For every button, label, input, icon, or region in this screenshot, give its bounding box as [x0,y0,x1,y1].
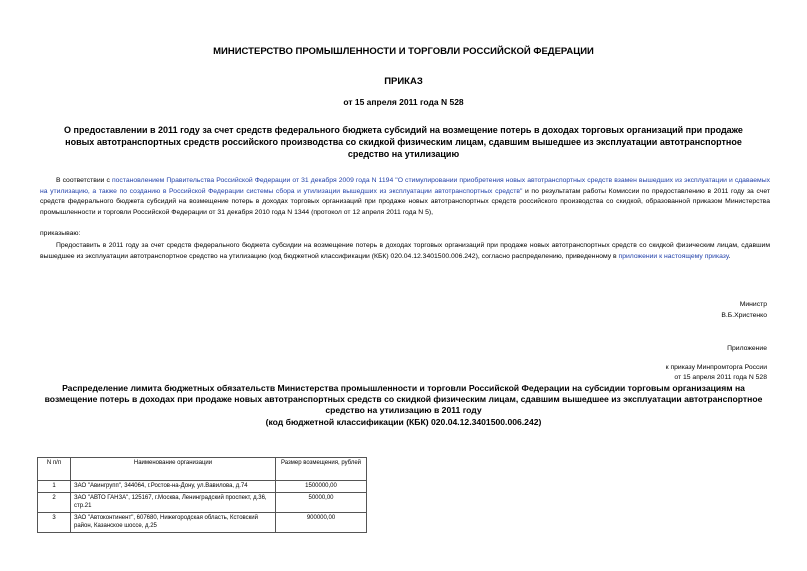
ministry-heading: МИНИСТЕРСТВО ПРОМЫШЛЕННОСТИ И ТОРГОВЛИ РОССИЙСКОЙ ФЕДЕРАЦИИ [213,46,594,57]
table-header-organization: Наименование организации [71,458,276,481]
row-organization: ЗАО "АВТО ГАНЗА", 125167, г.Москва, Ленинградский проспект, д.36, стр.21 [71,492,276,512]
row-number: 1 [38,481,71,493]
row-organization: ЗАО "Автоконтинент", 607680, Нижегородская область, Кстовский район, Казанское шоссе, д.25 [71,512,276,532]
order-date: от 15 апреля 2011 года N 528 [343,97,464,107]
row-number: 3 [38,512,71,532]
operative-text-end: . [728,252,731,260]
table-row [38,492,367,512]
order-heading: ПРИКАЗ [384,76,423,87]
distribution-table [37,457,367,533]
signature-block [721,300,767,321]
preamble-paragraph [40,176,770,218]
appendix-link[interactable]: приложении к настоящему приказу [618,252,729,260]
table-header-row [38,458,367,481]
row-amount: 1500000,00 [276,481,367,493]
signatory-position: Министр [739,301,767,308]
distribution-title-kbk: (код бюджетной классификации (КБК) 020.04.12.3401500.006.242) [265,416,542,427]
table-header-amount: Размер возмещения, рублей [276,458,367,481]
row-organization: ЗАО "Авингрупп", 344064, г.Ростов-на-Дону, ул.Вавилова, д.74 [71,481,276,493]
operative-paragraph [40,241,770,262]
signatory-name: В.Б.Христенко [721,311,767,319]
order-verb: приказываю: [40,230,81,237]
appendix-reference: к приказу Минпромторга России [665,363,767,371]
appendix-date: от 15 апреля 2011 года N 528 [674,374,767,381]
government-decree-link[interactable]: постановлением Правительства Российской Федерации от 31 декабря 2009 года N 1194 "О стимулировании приобретения новых автотранспортных средств взамен вышедших из эксплуатации и сдаваемых на утилизацию, а также по созданию в Российской Федерации системы сбора и утилизации вышедших из эксплуатации автотранспортных средств" [40,177,771,195]
preamble-text-end: и по результатам работы Комиссии по предоставлению в 2011 году за счет средств федерального бюджета субсидий на возмещение потерь в доходах торговых организаций при продаже новых автотранспортных средств российского производства со скидкой, образованной приказом Министерства промышленности и торговли Российской Федерации от 31 декабря 2010 года N 1344 (протокол от 12 апреля 2011 года N 5), [40,187,770,216]
order-title: О предоставлении в 2011 году за счет средств федерального бюджета субсидий на возмещение потерь в доходах торговых организаций при продаже новых автотранспортных средств российского производства со скидкой физическим лицам, сдавшим вышедшее из эксплуатации автотранспортное средство на утилизацию [64,125,743,159]
distribution-title-main: Распределение лимита бюджетных обязательств Министерства промышленности и торговли Российской Федерации на субсидии торговым организациям на возмещение потерь в доходах при продаже новых автотранспортных средств со скидкой физическим лицам, сдавшим вышедшее из эксплуатации автотранспортное средство на утилизацию в 2011 году [44,383,763,416]
preamble-text-start: В соответствии с [56,177,112,184]
appendix-header [666,344,767,384]
row-number: 2 [38,492,71,512]
row-amount: 900000,00 [276,512,367,532]
row-amount: 50000,00 [276,492,367,512]
table-row [38,512,367,532]
distribution-title [40,383,767,428]
appendix-label: Приложение [727,345,767,352]
operative-text-start: Предоставить в 2011 году за счет средств федерального бюджета субсидии на возмещение потерь в доходах торговых организаций при продаже новых автотранспортных средств со скидкой физическим лицам, сдавшим вышедшее из эксплуатации автотранспортное средство на утилизацию (код бюджетной классификации (КБК) 020.04.12.3401500.006.242), согласно распределению, приведенному в [40,242,770,260]
table-header-number: N п/п [38,458,71,481]
table-row [38,481,367,493]
